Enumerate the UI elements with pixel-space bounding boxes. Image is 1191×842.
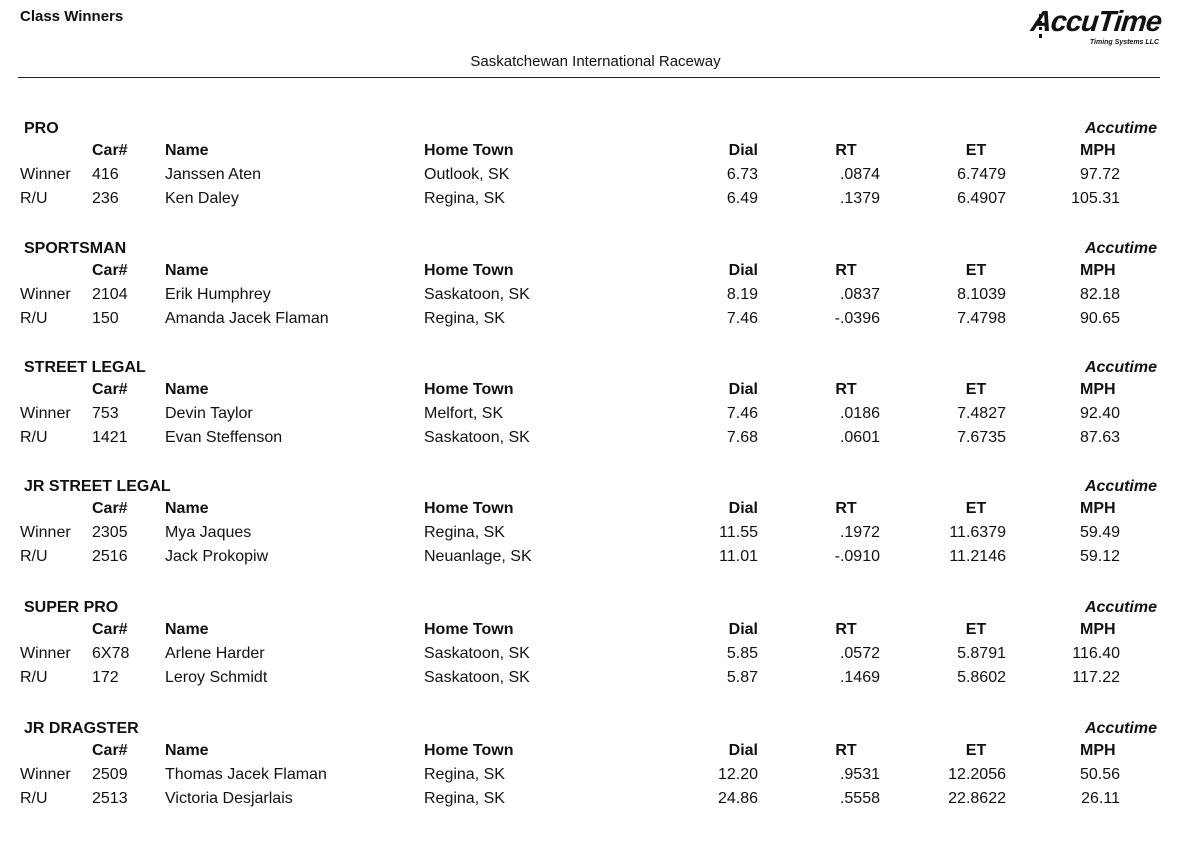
class-section <box>0 720 1191 820</box>
elapsed-time: 7.6735 <box>957 429 1006 446</box>
accutime-label: Accutime <box>1084 599 1157 616</box>
accutime-label: Accutime <box>1084 720 1157 737</box>
header-name: Name <box>165 621 209 638</box>
result-position: Winner <box>20 166 71 183</box>
driver-name: Erik Humphrey <box>165 286 271 303</box>
result-position: Winner <box>20 645 71 662</box>
mph-value: 50.56 <box>1079 766 1120 783</box>
home-town: Regina, SK <box>424 524 505 541</box>
home-town: Saskatoon, SK <box>424 645 530 662</box>
dial-value: 6.73 <box>726 166 758 183</box>
header-et: ET <box>965 742 987 759</box>
car-number: 6X78 <box>92 645 130 662</box>
dial-value: 7.68 <box>726 429 758 446</box>
home-town: Regina, SK <box>424 790 505 807</box>
mph-value: 59.12 <box>1079 548 1120 565</box>
dial-value: 11.01 <box>719 548 758 565</box>
reaction-time: .0837 <box>839 286 880 303</box>
elapsed-time: 5.8791 <box>957 645 1006 662</box>
car-number: 2104 <box>92 286 128 303</box>
header-mph: MPH <box>1080 742 1116 759</box>
mph-value: 105.31 <box>1071 190 1120 207</box>
elapsed-time: 7.4798 <box>957 310 1006 327</box>
car-number: 2305 <box>92 524 128 541</box>
header-dial: Dial <box>728 142 758 159</box>
elapsed-time: 6.4907 <box>957 190 1006 207</box>
header-home-town: Home Town <box>424 262 514 279</box>
dial-value: 11.55 <box>719 524 758 541</box>
home-town: Melfort, SK <box>424 405 504 422</box>
elapsed-time: 12.2056 <box>948 766 1006 783</box>
mph-value: 90.65 <box>1079 310 1120 327</box>
header-name: Name <box>165 142 209 159</box>
reaction-time: -.0910 <box>834 548 880 565</box>
mph-value: 82.18 <box>1079 286 1120 303</box>
header-car: Car# <box>92 142 128 159</box>
class-name: JR STREET LEGAL <box>24 478 171 495</box>
header-car: Car# <box>92 262 128 279</box>
header-mph: MPH <box>1080 262 1116 279</box>
elapsed-time: 5.8602 <box>957 669 1006 686</box>
car-number: 2513 <box>92 790 128 807</box>
accutime-label: Accutime <box>1084 240 1157 257</box>
elapsed-time: 6.7479 <box>957 166 1006 183</box>
header-mph: MPH <box>1080 381 1116 398</box>
driver-name: Arlene Harder <box>165 645 265 662</box>
car-number: 753 <box>92 405 119 422</box>
car-number: 2509 <box>92 766 128 783</box>
header-rt: RT <box>835 142 857 159</box>
dial-value: 5.85 <box>726 645 758 662</box>
header-dial: Dial <box>728 500 758 517</box>
dial-value: 6.49 <box>726 190 758 207</box>
header-mph: MPH <box>1080 621 1116 638</box>
driver-name: Janssen Aten <box>165 166 262 183</box>
header-name: Name <box>165 381 209 398</box>
header-home-town: Home Town <box>424 621 514 638</box>
header-name: Name <box>165 500 209 517</box>
dial-value: 24.86 <box>717 790 758 807</box>
home-town: Saskatoon, SK <box>424 429 530 446</box>
header-dial: Dial <box>728 381 758 398</box>
elapsed-time: 22.8622 <box>948 790 1006 807</box>
reaction-time: -.0396 <box>834 310 880 327</box>
result-position: R/U <box>20 429 48 446</box>
result-position: R/U <box>20 548 48 565</box>
driver-name: Evan Steffenson <box>165 429 283 446</box>
class-section <box>0 240 1191 340</box>
result-position: Winner <box>20 766 71 783</box>
elapsed-time: 8.1039 <box>957 286 1006 303</box>
header-et: ET <box>965 500 987 517</box>
elapsed-time: 11.6379 <box>949 524 1006 541</box>
result-position: Winner <box>20 405 71 422</box>
home-town: Regina, SK <box>424 766 505 783</box>
accutime-label: Accutime <box>1084 478 1157 495</box>
class-section <box>0 478 1191 578</box>
result-position: R/U <box>20 190 48 207</box>
reaction-time: .0874 <box>839 166 880 183</box>
class-name: SUPER PRO <box>24 599 119 616</box>
logo-subtext: Timing Systems LLC <box>1089 39 1159 46</box>
mph-value: 116.40 <box>1072 645 1120 662</box>
header-dial: Dial <box>728 262 758 279</box>
car-number: 150 <box>92 310 119 327</box>
dial-value: 12.20 <box>717 766 758 783</box>
mph-value: 92.40 <box>1079 405 1120 422</box>
header-name: Name <box>165 262 209 279</box>
class-section <box>0 120 1191 220</box>
driver-name: Ken Daley <box>165 190 239 207</box>
elapsed-time: 11.2146 <box>949 548 1006 565</box>
page-title: Class Winners <box>20 8 124 25</box>
car-number: 1421 <box>92 429 128 446</box>
header-et: ET <box>965 142 987 159</box>
driver-name: Thomas Jacek Flaman <box>165 766 327 783</box>
dial-value: 8.19 <box>726 286 758 303</box>
header-et: ET <box>965 381 987 398</box>
mph-value: 59.49 <box>1079 524 1120 541</box>
car-number: 416 <box>92 166 119 183</box>
header-rt: RT <box>835 742 857 759</box>
header-et: ET <box>965 621 987 638</box>
reaction-time: .1379 <box>839 190 880 207</box>
home-town: Saskatoon, SK <box>424 286 530 303</box>
result-position: Winner <box>20 524 71 541</box>
header-dial: Dial <box>728 742 758 759</box>
reaction-time: .9531 <box>839 766 880 783</box>
header-name: Name <box>165 742 209 759</box>
reaction-time: .1972 <box>839 524 880 541</box>
home-town: Outlook, SK <box>424 166 510 183</box>
driver-name: Victoria Desjarlais <box>165 790 293 807</box>
accutime-label: Accutime <box>1084 359 1157 376</box>
home-town: Regina, SK <box>424 310 505 327</box>
header-home-town: Home Town <box>424 742 514 759</box>
driver-name: Amanda Jacek Flaman <box>165 310 329 327</box>
reaction-time: .0572 <box>839 645 880 662</box>
home-town: Neuanlage, SK <box>424 548 532 565</box>
accutime-label: Accutime <box>1084 120 1157 137</box>
header-mph: MPH <box>1080 500 1116 517</box>
result-position: R/U <box>20 669 48 686</box>
car-number: 236 <box>92 190 119 207</box>
logo-text: AccuTime <box>1029 6 1163 38</box>
header-car: Car# <box>92 621 128 638</box>
header-rt: RT <box>835 262 857 279</box>
reaction-time: .1469 <box>839 669 880 686</box>
header-rt: RT <box>835 381 857 398</box>
driver-name: Jack Prokopiw <box>165 548 269 565</box>
driver-name: Mya Jaques <box>165 524 252 541</box>
class-section <box>0 599 1191 699</box>
header-car: Car# <box>92 381 128 398</box>
driver-name: Devin Taylor <box>165 405 253 422</box>
header-home-town: Home Town <box>424 500 514 517</box>
dial-value: 7.46 <box>726 405 758 422</box>
header-rt: RT <box>835 621 857 638</box>
car-number: 172 <box>92 669 119 686</box>
driver-name: Leroy Schmidt <box>165 669 268 686</box>
mph-value: 117.22 <box>1072 669 1120 686</box>
home-town: Regina, SK <box>424 190 505 207</box>
class-name: STREET LEGAL <box>24 359 146 376</box>
header-mph: MPH <box>1080 142 1116 159</box>
car-number: 2516 <box>92 548 128 565</box>
result-position: Winner <box>20 286 71 303</box>
result-position: R/U <box>20 310 48 327</box>
header-home-town: Home Town <box>424 381 514 398</box>
venue-name: Saskatchewan International Raceway <box>470 53 721 70</box>
result-position: R/U <box>20 790 48 807</box>
mph-value: 26.11 <box>1081 790 1120 807</box>
header-rt: RT <box>835 500 857 517</box>
dial-value: 7.46 <box>726 310 758 327</box>
header-home-town: Home Town <box>424 142 514 159</box>
class-section <box>0 359 1191 459</box>
reaction-time: .0601 <box>839 429 880 446</box>
class-name: JR DRAGSTER <box>24 720 139 737</box>
accutime-logo <box>1031 6 1161 46</box>
mph-value: 97.72 <box>1079 166 1120 183</box>
reaction-time: .0186 <box>839 405 880 422</box>
class-name: SPORTSMAN <box>24 240 127 257</box>
class-name: PRO <box>24 120 59 137</box>
home-town: Saskatoon, SK <box>424 669 530 686</box>
reaction-time: .5558 <box>839 790 880 807</box>
header-dial: Dial <box>728 621 758 638</box>
header-car: Car# <box>92 742 128 759</box>
header-et: ET <box>965 262 987 279</box>
mph-value: 87.63 <box>1079 429 1120 446</box>
header-car: Car# <box>92 500 128 517</box>
header-divider <box>18 77 1160 78</box>
dial-value: 5.87 <box>726 669 758 686</box>
elapsed-time: 7.4827 <box>957 405 1006 422</box>
